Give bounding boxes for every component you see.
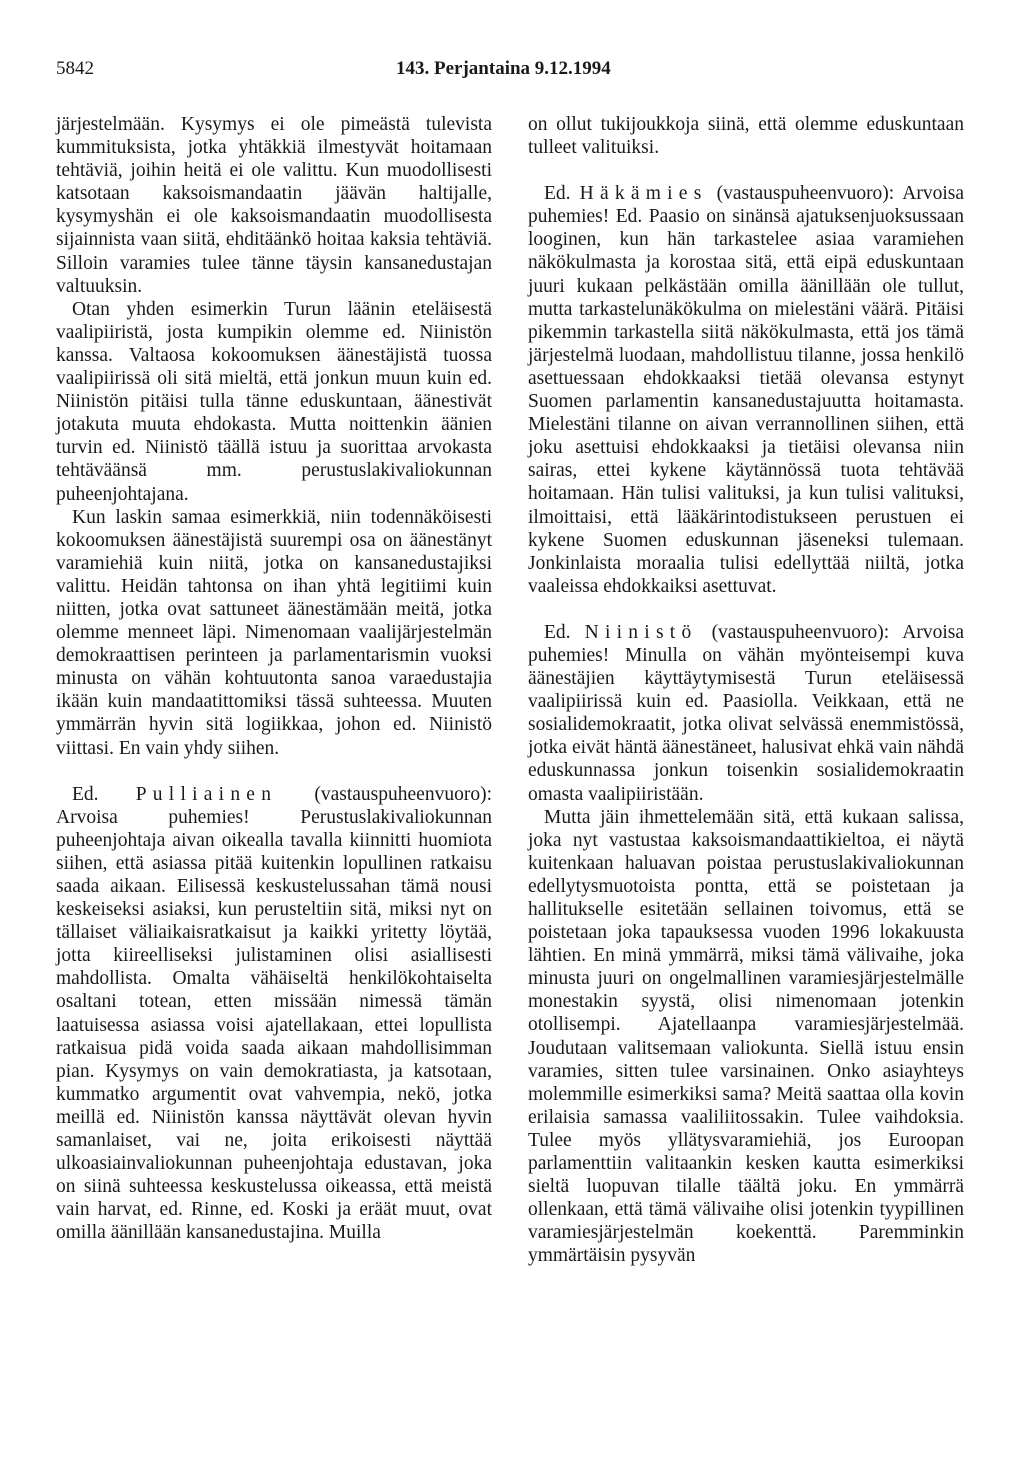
speaker-prefix: Ed.: [544, 183, 571, 205]
speech-text: Arvoisa puhemies! Perustuslakivaliokunnan puheenjohtaja aivan oikealla tavalla kiinnitti huomiota siihen, että asiassa pitää kuitenkin lopullinen ratkaisu saada aikaan. Eilisessä keskustelussahan tämä nousi keskeiseksi asiaksi, kun perusteltiin sitä, miksi nyt on tällaiset väliaikaisratkaisut ja kaikki yritetty löytää, jotta kiireelliseksi julistaminen olisi asiallisesti mahdollista. Omalta vähäiseltä henkilökohtaiselta osaltani totean, etten missään nimessä tämän laatuisessa asiassa voisi ajatellakaan, ettei lopullista ratkaisua pidä voida saada aikaan mahdollisimman pian. Kysymys on vain demokratiasta, ja katsotaan, kummatko argumentit ovat vahvempia, nekö, jotka meillä ed. Niinistön kanssa näyttävät olevan hyvin samanlaiset, vai ne, joita erikoisesti näyttää ulkoasiainvaliokunnan puheenjohtaja edustavan, joka on siinä suhteessa keskustelussa oikeassa, että meistä vain harvat, ed. Rinne, ed. Koski ja eräät muut, ovat omilla äänillään kansanedustajina. Muilla: [56, 806, 492, 1244]
page-header: [56, 58, 964, 88]
page-number: 5842: [56, 58, 94, 79]
paragraph: järjestelmään. Kysymys ei ole pimeästä tulevista kummituksista, jotka yhtäkkiä ilmestyvät hoitamaan tehtäviä, joihin heitä ei ole valittu. Kun muodollisesti katsotaan kaksoismandaatin jäävän haltijalle, kysymyshän ei ole kaksoismandaatin muodollisesta sijainnista vaan siitä, ehditäänkö hoitaa kaksia tehtäviä. Silloin varamies tulee tänne täysin kansanedustajan valtuuksin.: [56, 114, 492, 297]
speaker-role: (vastauspuheenvuoro):: [716, 183, 895, 205]
speech-hakamies: [528, 182, 964, 598]
paragraph: Kun laskin samaa esimerkkiä, niin todennäköisesti kokoomuksen äänestäjistä suurempi osa on äänestänyt varamiehiä kuin niitä, jotka on kansanedustajiksi valittu. Heidän tahtonsa on ihan yhtä legitiimi kuin niitten, jotka ovat sattuneet äänestämään meitä, jotka olemme menneet läpi. Nimenomaan vaalijärjestelmän demokraattisen perinteen ja parlamentarismin vuoksi minusta on vähän kohtuutonta sanoa varaedustajia ikään kuin mandaatittomiksi tässä suhteessa. Muuten ymmärrän hyvin sitä logiikkaa, johon ed. Niinistö viittasi. En vain yhdy siihen.: [56, 506, 492, 759]
speaker-name: Pulliainen: [135, 783, 278, 805]
paragraph: Mutta jäin ihmettelemään sitä, että kukaan salissa, joka nyt vastustaa kaksoismandaattikieltoa, ei näytä kuitenkaan haluavan poistaa perustuslakivaliokunnan edellytysmuotoista pontta, että se poistetaan ja hallitukselle esitetään sellainen toivomus, että se poistetaan joka tapauksessa vuoden 1996 lokakuusta lähtien. En minä ymmärrä, miksi tämä välivaihe, joka minusta juuri on ongelmallinen varamiesjärjestelmälle monestakin syystä, olisi nimenomaan jotenkin otollisempi. Ajatellaanpa varamiesjärjestelmää. Joudutaan valitsemaan valiokunta. Siellä istuu ensin varamies, sitten tulee varsinainen. Onko asiayhteys molemmille esimerkiksi sama? Meitä saattaa olla kovin erilaisia samassa vaaliliitossakin. Tulee vaihdoksia. Tulee myös yllätysvaramiehiä, jos Euroopan parlamenttiin valitaankin kesken kautta esimerkiksi sieltä luopuvan tilalle täältä joku. En ymmärrä ollenkaan, että tämä välivaihe olisi jotenkin tyypillinen varamiesjärjestelmän koekenttä. Paremminkin ymmärtäisin pysyvän: [528, 806, 964, 1267]
speaker-role: (vastauspuheenvuoro):: [314, 783, 492, 805]
speech-text: Arvoisa puhemies! Ed. Paasio on sinänsä ajatuksenjuoksussaan looginen, kun hän tarkastelee asiaa varamiehen näkökulmasta ja korostaa sitä, että eipä eduskuntaan juuri kukaan pelkästään omilla äänillään ole tullut, mutta tarkastelunäkökulma on mielestäni väärä. Pitäisi pikemmin tarkastella siitä näkökulmasta, että jos tämä järjestelmä luodaan, mahdollistuu tilanne, jossa henkilö asettuessaan ehdokkaaksi tietää olevansa estynyt Suomen parlamentin kansanedustajuutta hoitamasta. Mielestäni tilanne on aivan verrannollinen siihen, että joku asettuisi ehdokkaaksi ja tietäisi olevansa niin sairas, ettei kykene käytännössä tuota tehtävää hoitamaan. Hän tulisi valituksi, ja kun tulisi valituksi, ilmoittaisi, että lääkärintodistukseen perustuen ei kykene Suomen eduskunnan jäseneksi tulemaan. Jonkinlaista moraalia tulisi edellyttää niiltä, jotka vaaleissa ehdokkaiksi asettuvat.: [528, 183, 964, 597]
speaker-role: (vastauspuheenvuoro):: [711, 621, 890, 643]
speaker-name: Häkämies: [579, 183, 708, 205]
speech-pulliainen: [56, 783, 492, 1245]
speaker-name: Niinistö: [584, 621, 698, 643]
speech-text: Arvoisa puhemies! Minulla on vähän myönteisempi kuva äänestäjien käyttäytymisestä Turun eteläisessä vaalipiirissä kuin ed. Paasiolla. Veikkaan, että ne sosialidemokraatit, jotka olivat selvässä enemmistössä, jotka eivät häntä äänestäneet, halusivat ehkä vain nähdä eduskunnassa jonkun toisenkin sosialidemokraatin omasta vaalipiiristään.: [528, 621, 964, 805]
session-title: 143. Perjantaina 9.12.1994: [396, 58, 611, 79]
right-column: [528, 113, 964, 1268]
speaker-prefix: Ed.: [544, 621, 571, 643]
paragraph: Otan yhden esimerkin Turun läänin eteläisestä vaalipiiristä, josta kumpikin olemme ed. Niinistön kanssa. Valtaosa kokoomuksen äänestäjistä tuossa vaalipiirissä oli sitä mieltä, että jonkun muun kuin ed. Niinistön pitäisi tulla tänne eduskuntaan, äänestivät jotakuta muuta ehdokasta. Mutta noittenkin äänien turvin ed. Niinistö täällä istuu ja suorittaa arvokasta tehtäväänsä mm. perustuslakivaliokunnan puheenjohtajana.: [56, 298, 492, 505]
paragraph: on ollut tukijoukkoja siinä, että olemme eduskuntaan tulleet valituiksi.: [528, 114, 964, 159]
left-column: [56, 113, 492, 1245]
speaker-prefix: Ed.: [72, 783, 99, 805]
speech-niinisto: [528, 621, 964, 806]
